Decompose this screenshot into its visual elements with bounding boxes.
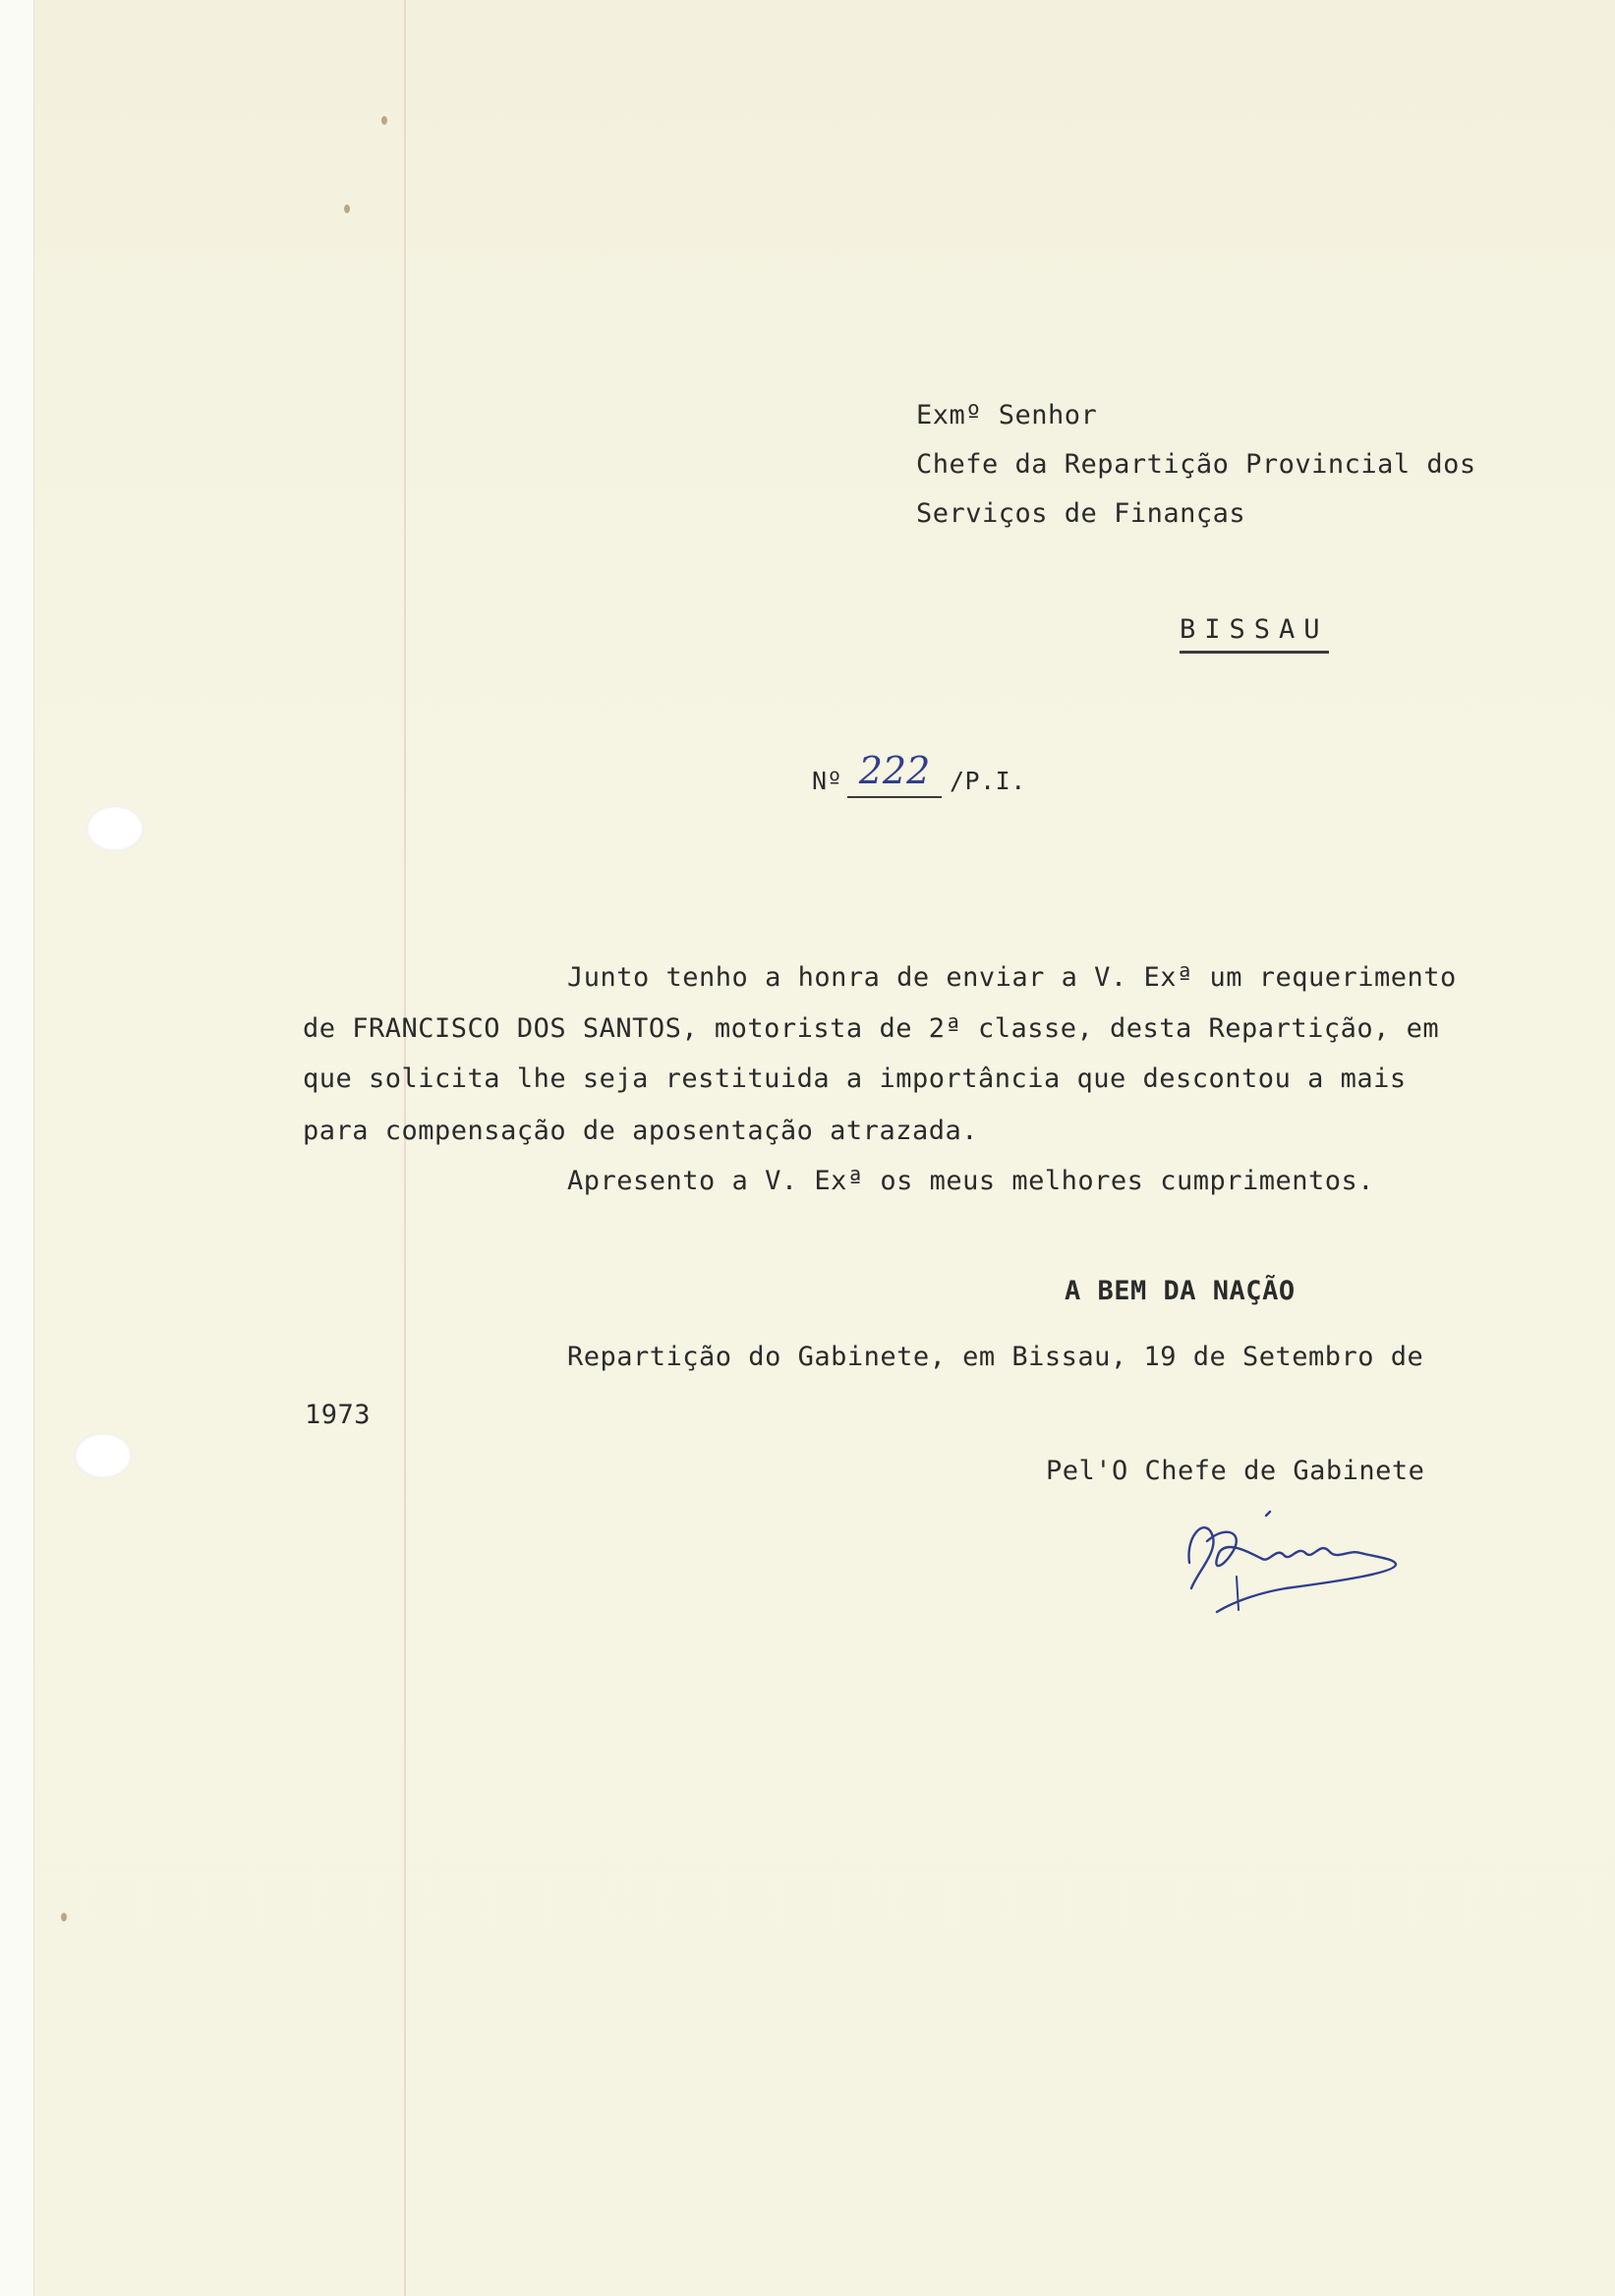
body-line-5: Apresento a V. Exª os meus melhores cumprimentos.	[567, 1166, 1375, 1196]
margin-rule	[404, 0, 406, 2296]
punch-hole	[75, 1433, 132, 1478]
addressee-city: BISSAU	[1180, 616, 1329, 654]
reference-prefix: Nº	[812, 767, 843, 795]
date-year: 1973	[305, 1400, 372, 1430]
date-line: Repartição do Gabinete, em Bissau, 19 de Setembro de	[567, 1342, 1424, 1372]
addressee-salutation: Exmº Senhor	[916, 400, 1098, 430]
signoff-title: Pel'O Chefe de Gabinete	[1046, 1456, 1425, 1486]
reference-underline	[847, 796, 942, 798]
body-line-3: que solicita lhe seja restituida a importância que descontou a mais	[303, 1063, 1407, 1094]
body-line-4: para compensação de aposentação atrazada.	[303, 1116, 978, 1146]
reference-suffix: /P.I.	[950, 767, 1026, 795]
closing-motto: A BEM DA NAÇÃO	[1065, 1276, 1296, 1306]
punch-hole	[87, 806, 144, 851]
reference-number-handwritten: 222	[858, 749, 931, 792]
handwritten-signature	[1168, 1494, 1404, 1622]
scan-border	[0, 0, 34, 2296]
addressee-line-1: Chefe da Repartição Provincial dos	[916, 449, 1476, 480]
paper-speck	[344, 204, 350, 213]
body-line-1: Junto tenho a honra de enviar a V. Exª um requerimento	[567, 962, 1457, 993]
addressee-line-2: Serviços de Finanças	[916, 498, 1246, 529]
paper-speck	[61, 1913, 67, 1922]
paper-speck	[381, 116, 387, 125]
body-line-2: de FRANCISCO DOS SANTOS, motorista de 2ª classe, desta Repartição, em	[303, 1013, 1440, 1044]
